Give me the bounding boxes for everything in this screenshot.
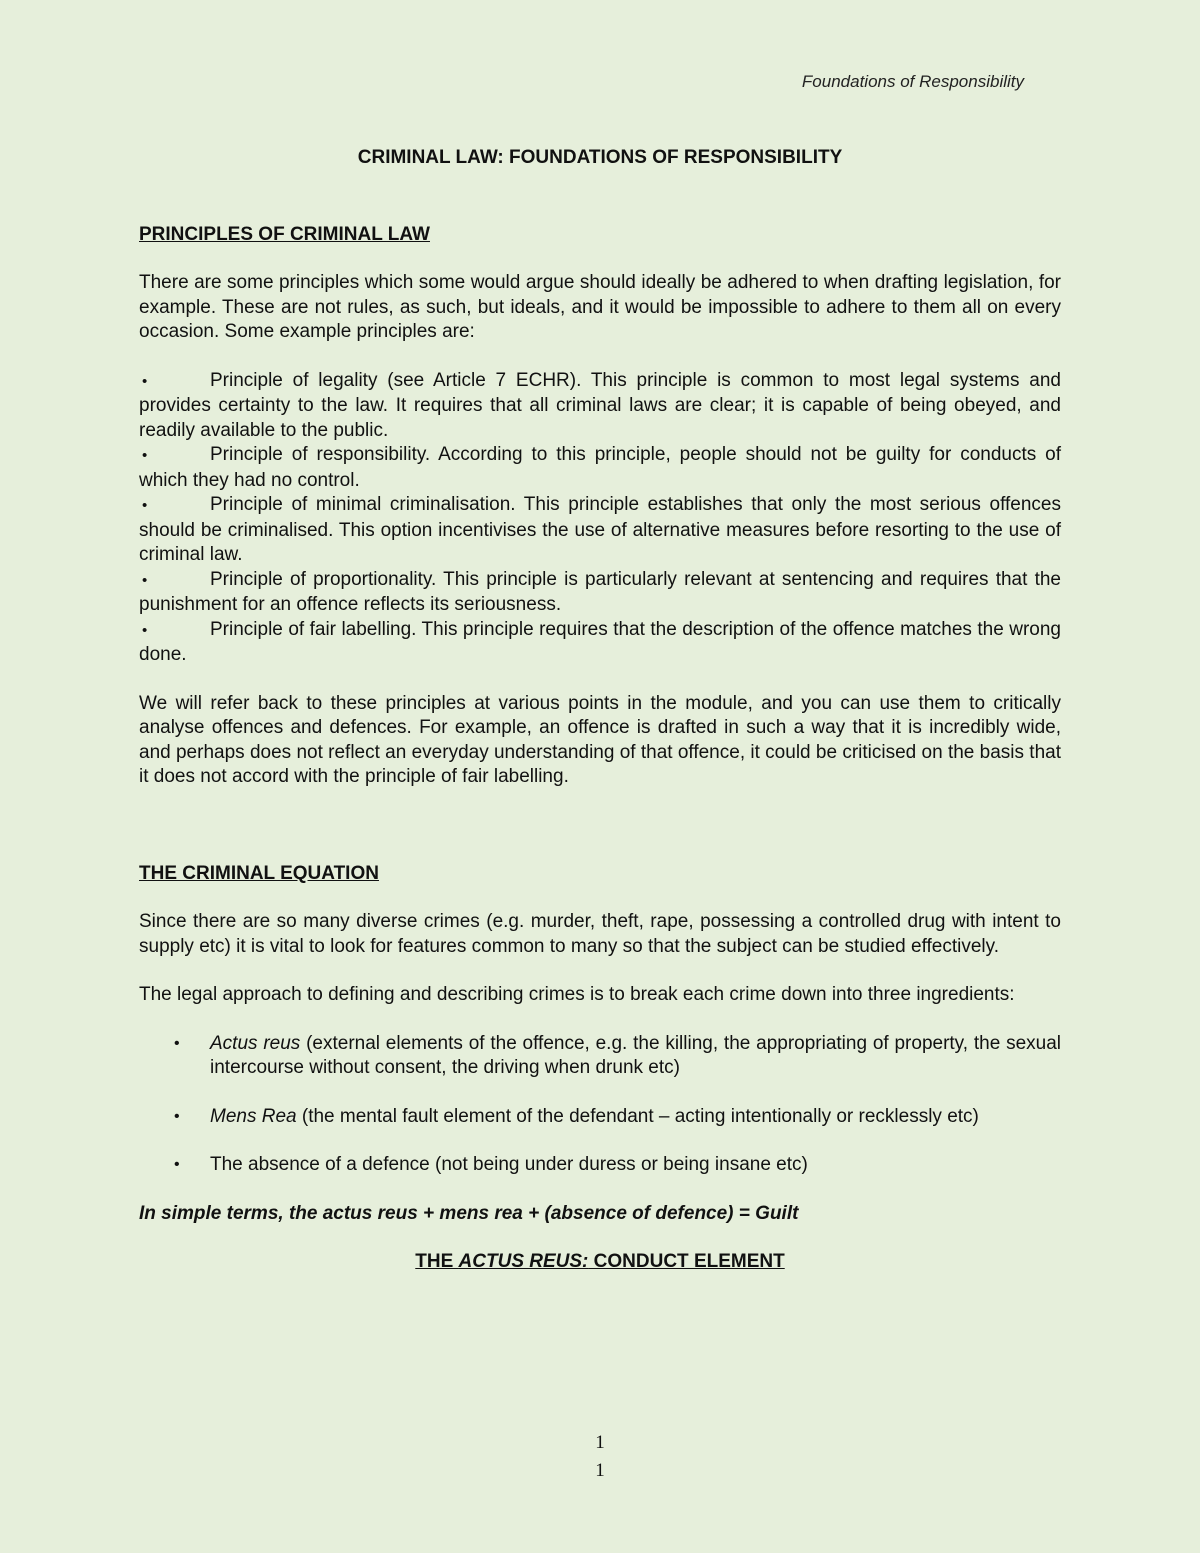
list-item <box>139 1105 1061 1130</box>
principles-intro: There are some principles which some would argue should ideally be adhered to when drafting legislation, for example. These are not rules, as such, but ideals, and it would be impossible to adhere to them all on every occasion. Some example principles are: <box>139 272 1061 342</box>
bullet-icon: • <box>142 447 148 464</box>
page-number: 1 <box>595 1432 605 1453</box>
principles-list <box>139 369 1061 668</box>
principle-text: Principle of responsibility. According to this principle, people should not be guilty for conducts of which they had no control. <box>139 444 1061 491</box>
heading-actus-reus <box>139 1250 1061 1275</box>
principle-text: Principle of fair labelling. This principle requires that the description of the offence matches the wrong done. <box>139 618 1061 665</box>
ingredient-term: Actus reus <box>210 1032 301 1054</box>
heading-criminal-equation: THE CRIMINAL EQUATION <box>139 862 379 884</box>
heading-suffix: CONDUCT ELEMENT <box>588 1251 785 1272</box>
principles-closing: We will refer back to these principles at various points in the module, and you can use them to critically analyse offences and defences. For example, an offence is drafted in such a way that it is incredibly wide, and perhaps does not reflect an everyday understanding of that offence, it could be criticised on the basis that it does not accord with the principle of fair labelling. <box>139 692 1061 787</box>
heading-prefix: THE <box>415 1251 459 1272</box>
principle-text: Principle of minimal criminalisation. This principle establishes that only the most serious offences should be criminalised. This option incentivises the use of alternative measures before resorting to the use of criminal law. <box>139 494 1061 565</box>
heading-principles: PRINCIPLES OF CRIMINAL LAW <box>139 223 430 245</box>
list-item <box>139 493 1061 568</box>
ingredient-text: (external elements of the offence, e.g. the killing, the appropriating of property, the sexual intercourse without consent, the driving when drunk etc) <box>210 1032 1061 1078</box>
list-item <box>139 443 1061 493</box>
principle-text: Principle of legality (see Article 7 ECHR). This principle is common to most legal systems and provides certainty to the law. It requires that all criminal laws are clear; it is capable of being obeyed, and readily available to the public. <box>139 369 1061 441</box>
equation-para-2: The legal approach to defining and describing crimes is to break each crime down into three ingredients: <box>139 984 1015 1005</box>
ingredient-term: Mens Rea <box>210 1105 297 1127</box>
ingredient-text: (the mental fault element of the defendant – acting intentionally or recklessly etc) <box>296 1105 979 1127</box>
list-item <box>139 1032 1061 1081</box>
bullet-icon: • <box>142 372 148 390</box>
document-title: CRIMINAL LAW: FOUNDATIONS OF RESPONSIBILITY <box>357 147 843 168</box>
criminal-equation-summary: In simple terms, the actus reus + mens rea + (absence of defence) = Guilt <box>139 1202 799 1224</box>
list-item <box>139 568 1061 618</box>
list-item <box>139 1153 1061 1178</box>
list-item <box>139 369 1061 444</box>
page-number: 1 <box>595 1460 605 1481</box>
bullet-icon: • <box>142 571 148 589</box>
bullet-icon: • <box>174 1034 180 1052</box>
principle-text: Principle of proportionality. This principle is particularly relevant at sentencing and requires that the punishment for an offence reflects its seriousness. <box>139 568 1061 615</box>
bullet-icon: • <box>142 497 148 514</box>
running-header: Foundations of Responsibility <box>801 72 1024 91</box>
ingredient-text: The absence of a defence (not being under duress or being insane etc) <box>210 1154 808 1175</box>
list-item <box>139 618 1061 668</box>
equation-para-1: Since there are so many diverse crimes (e.g. murder, theft, rape, possessing a controlled drug with intent to supply etc) it is vital to look for features common to many so that the subject can be studied effectively. <box>139 911 1061 957</box>
heading-italic: ACTUS REUS: <box>458 1251 589 1272</box>
ingredients-list <box>139 1032 1061 1178</box>
page-content <box>139 146 1061 1275</box>
bullet-icon: • <box>174 1156 180 1173</box>
bullet-icon: • <box>142 621 148 639</box>
bullet-icon: • <box>174 1107 180 1125</box>
